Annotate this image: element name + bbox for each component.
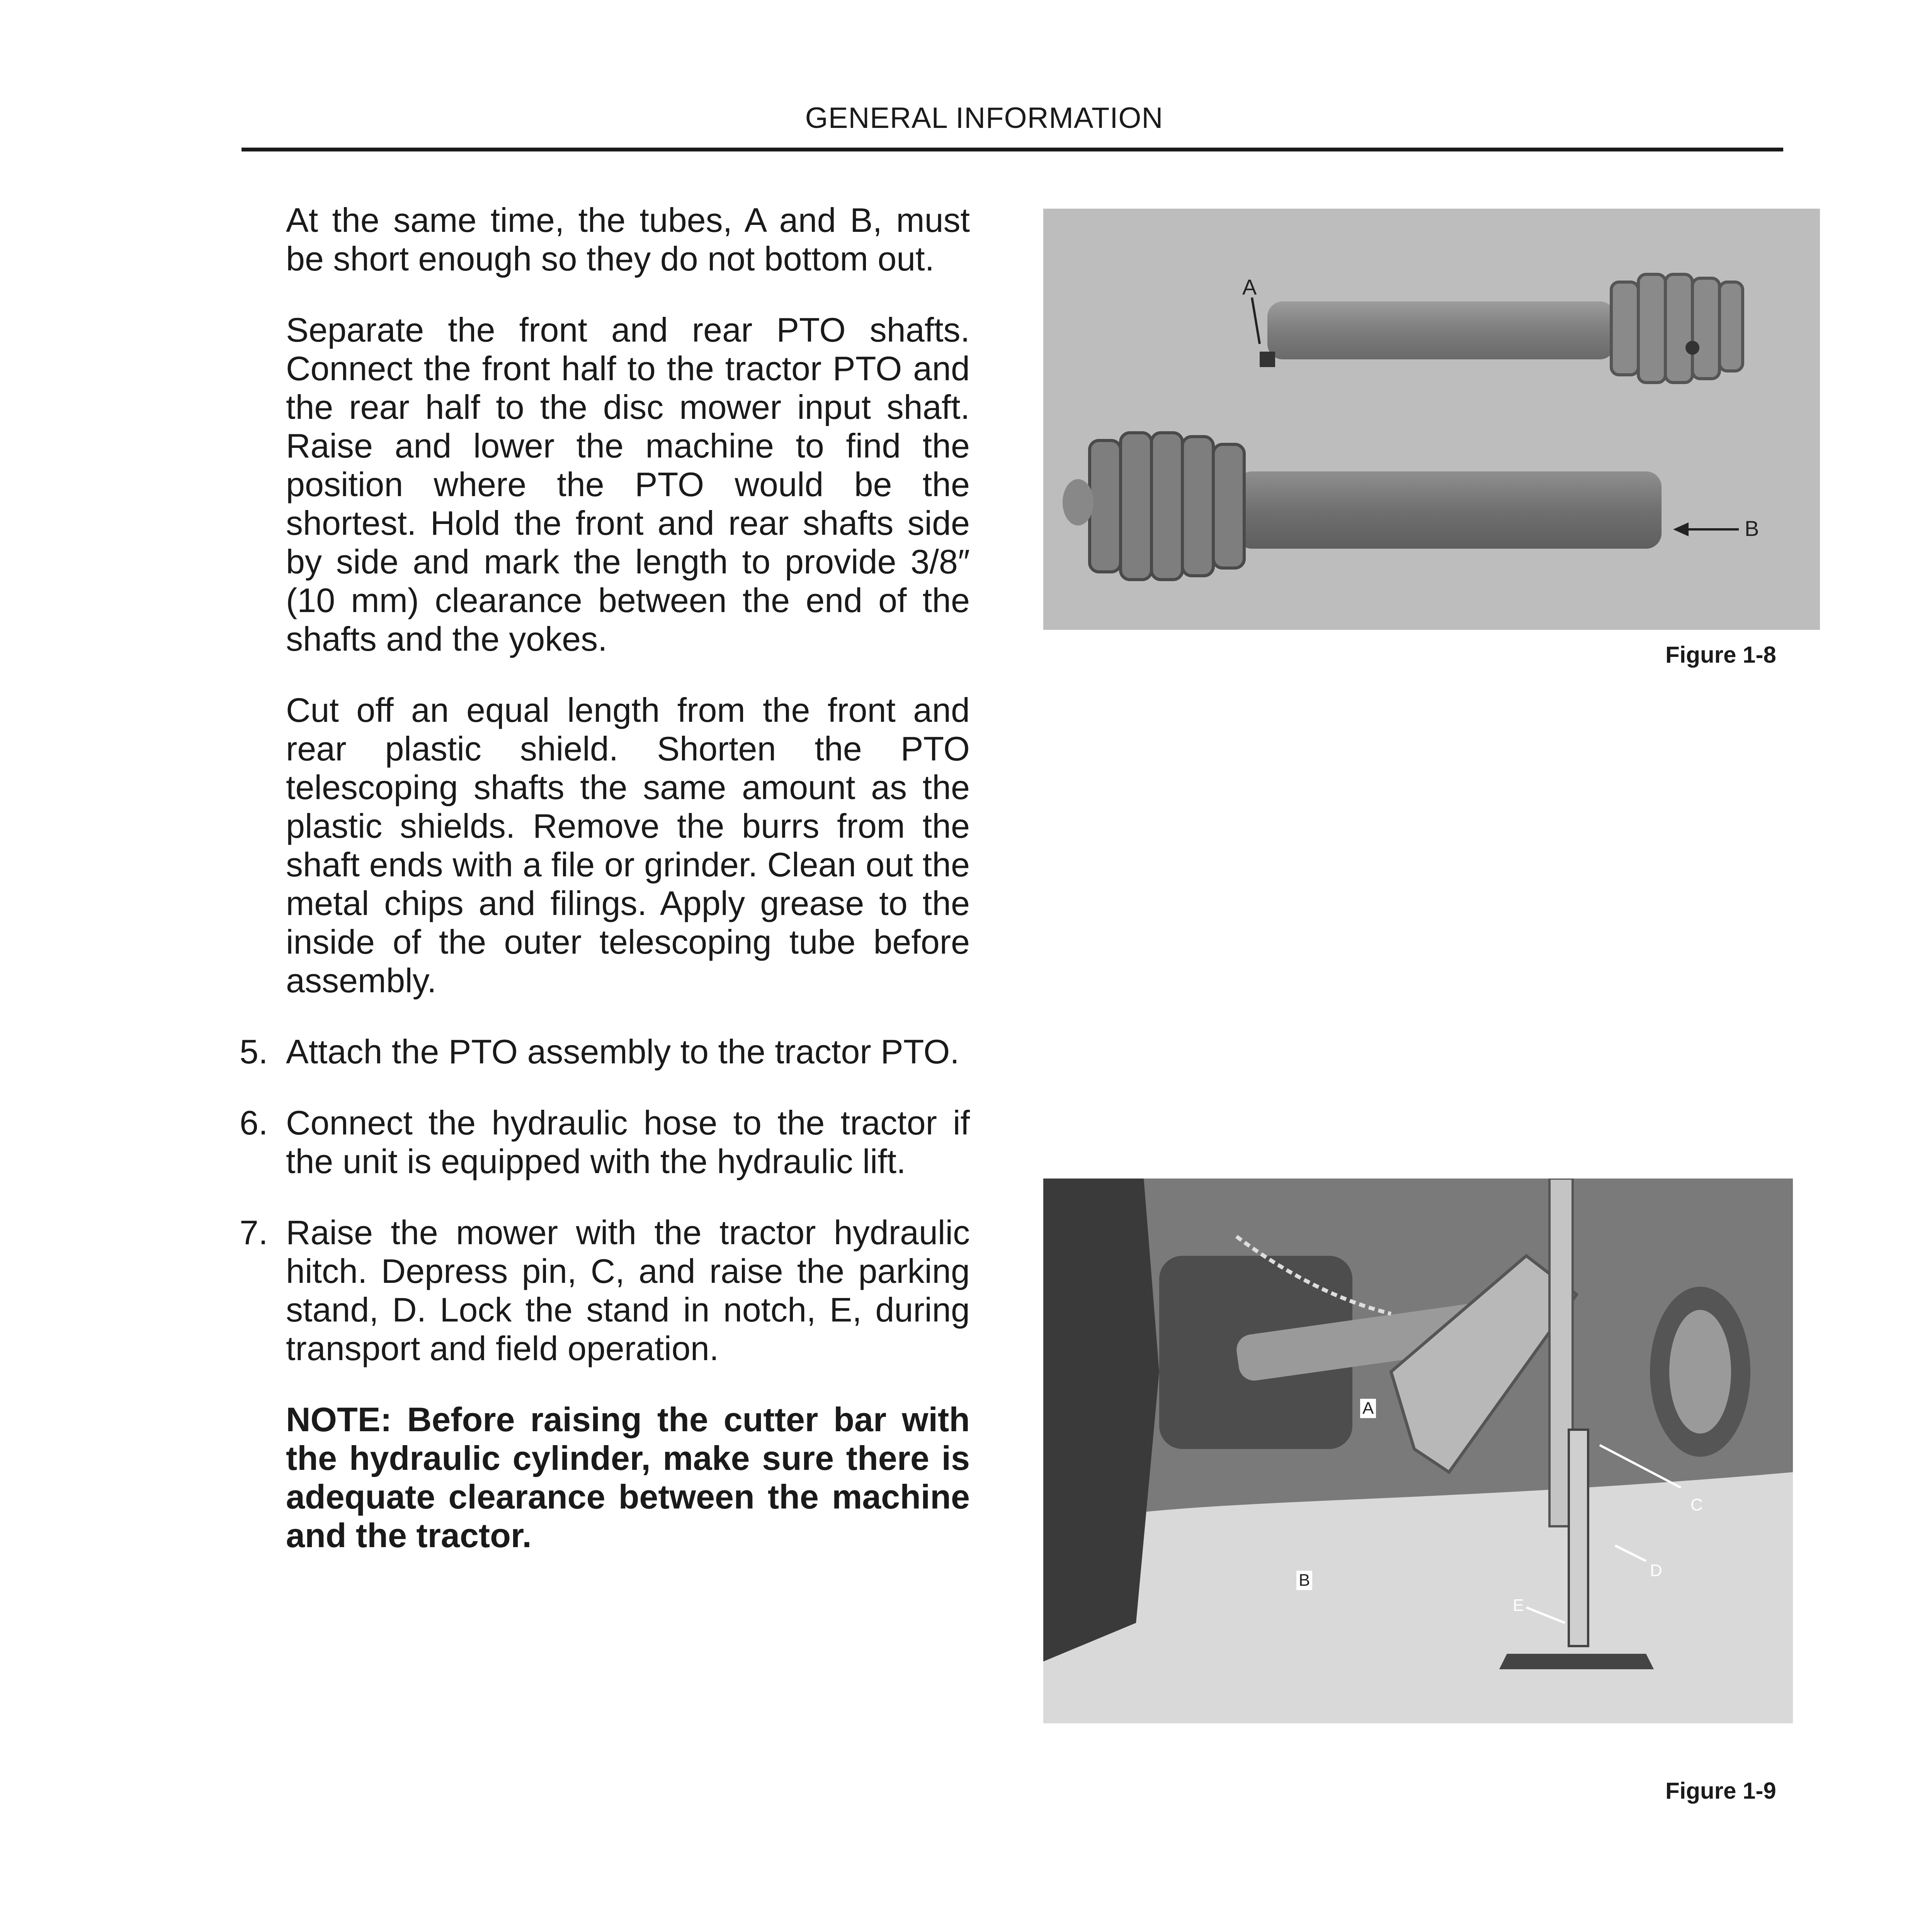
step-number: 7.: [240, 1213, 268, 1252]
step-list: [240, 1032, 970, 1368]
paragraph-tube-length: At the same time, the tubes, A and B, must be short enough so they do not bottom out.: [286, 201, 970, 278]
callout-b: B: [1745, 516, 1759, 541]
note-paragraph: NOTE: Before raising the cutter bar with the hydraulic cylinder, make sure there is adequate clearance between the machine and the tractor.: [286, 1400, 970, 1554]
step-text: Attach the PTO assembly to the tractor PTO.: [286, 1032, 959, 1071]
paragraph-separate-shafts: Separate the front and rear PTO shafts. Connect the front half to the tractor PTO and the rear half to the disc mower input shaft. Raise and lower the machine to find the position where the PTO would be the shortest. Hold the front and rear shafts side by side and mark the length to provide 3/8″ (10 mm) clearance between the end of the shafts and the yokes.: [286, 311, 970, 658]
step-number: 5.: [240, 1032, 268, 1071]
step-text: Connect the hydraulic hose to the tractor if the unit is equipped with the hydraulic lift.: [286, 1104, 970, 1180]
step-number: 6.: [240, 1104, 268, 1142]
mower-hitch-illustration: [1043, 1179, 1793, 1723]
callout-e: E: [1513, 1596, 1524, 1615]
step-item: [240, 1104, 970, 1181]
step-text: Raise the mower with the tractor hydraulic hitch. Depress pin, C, and raise the parking stand, D. Lock the stand in notch, E, during transport and field operation.: [286, 1213, 970, 1367]
paragraph-cut-shield: Cut off an equal length from the front and rear plastic shield. Shorten the PTO telescoping shafts the same amount as the plastic shields. Remove the burrs from the shaft ends with a file or grinder. Clean out the metal chips and filings. Apply grease to the inside of the outer telescoping tube before assembly.: [286, 691, 970, 1000]
figure-caption-1-8: Figure 1-8: [1665, 642, 1776, 668]
pto-shafts-illustration: [1043, 209, 1820, 630]
body-text-column: [240, 201, 970, 1587]
callout-c: C: [1690, 1495, 1703, 1514]
figure-caption-1-9: Figure 1-9: [1665, 1778, 1776, 1804]
callout-d: D: [1650, 1561, 1662, 1580]
callout-b: B: [1296, 1571, 1312, 1590]
callout-a: A: [1360, 1399, 1376, 1418]
step-item: [240, 1032, 970, 1071]
step-item: [240, 1213, 970, 1368]
header-rule: [242, 148, 1783, 151]
callout-a: A: [1242, 275, 1257, 299]
figure-mower-hitch: [1043, 1179, 1793, 1723]
figure-pto-shafts: [1043, 209, 1820, 630]
page-header: GENERAL INFORMATION: [805, 102, 1163, 134]
